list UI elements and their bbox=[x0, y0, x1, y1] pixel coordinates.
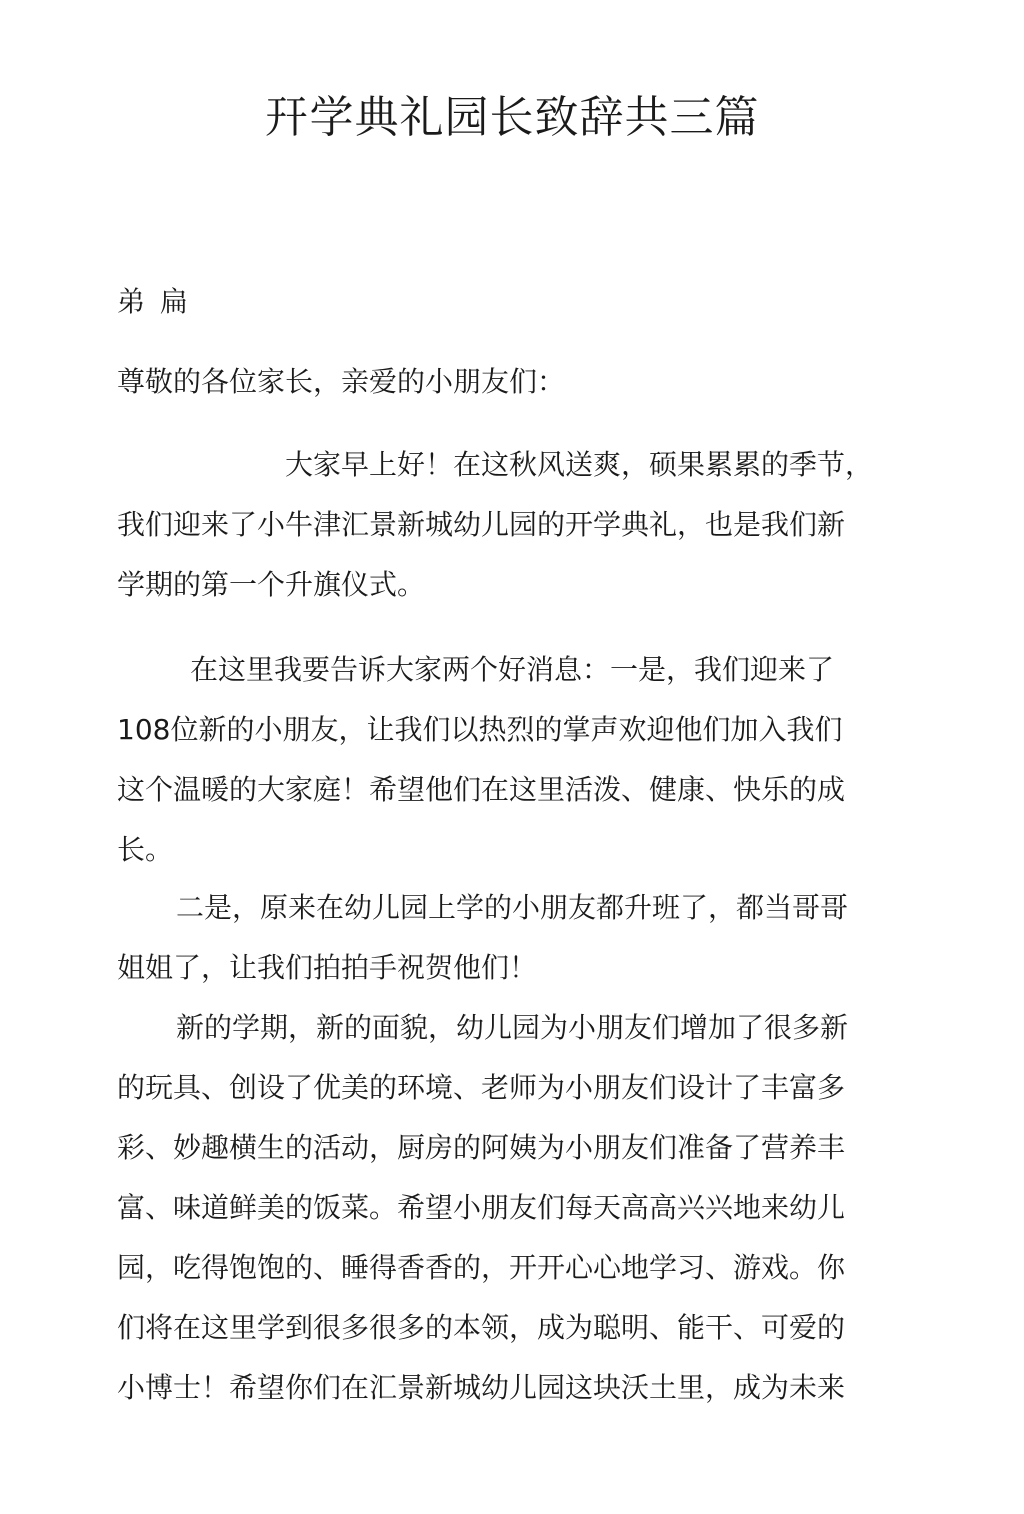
body-line: 长。 bbox=[117, 833, 174, 866]
document-title: 幵学典礼园长致辞共三篇 bbox=[264, 92, 760, 143]
body-line: 的玩具、创设了优美的环境、老师为小朋友们设计了丰富多 bbox=[117, 1071, 846, 1104]
salutation: 尊敬的各位家长，亲爱的小朋友们： bbox=[117, 365, 566, 398]
body-line: 二是，原来在幼儿园上学的小朋友都升班了，都当哥哥 bbox=[176, 891, 849, 924]
body-line: 富、味道鲜美的饭菜。希望小朋友们每天高高兴兴地来幼儿 bbox=[117, 1191, 846, 1224]
body-line: 新的学期，新的面貌，幼儿园为小朋友们增加了很多新 bbox=[176, 1011, 849, 1044]
body-line: 小博士！希望你们在汇景新城幼儿园这块沃土里，成为未来 bbox=[117, 1371, 846, 1404]
body-line: 108位新的小朋友，让我们以热烈的掌声欢迎他们加入我们 bbox=[117, 713, 843, 746]
section-label: 弟 扁 bbox=[117, 285, 188, 318]
body-line: 大家早上好！在这秋风送爽，硕果累累的季节， bbox=[285, 448, 874, 481]
body-line: 这个温暖的大家庭！希望他们在这里活泼、健康、快乐的成 bbox=[117, 773, 846, 806]
body-line: 在这里我要告诉大家两个好消息：一是，我们迎来了 bbox=[190, 653, 835, 686]
body-line: 园，吃得饱饱的、睡得香香的，开开心心地学习、游戏。你 bbox=[117, 1251, 846, 1284]
body-line: 我们迎来了小牛津汇景新城幼儿园的开学典礼，也是我们新 bbox=[117, 508, 846, 541]
body-line: 姐姐了，让我们拍拍手祝贺他们！ bbox=[117, 951, 538, 984]
body-line: 学期的第一个升旗仪式。 bbox=[117, 568, 426, 601]
body-line: 彩、妙趣横生的活动，厨房的阿姨为小朋友们准备了营养丰 bbox=[117, 1131, 846, 1164]
body-line: 们将在这里学到很多很多的本领，成为聪明、能干、可爱的 bbox=[117, 1311, 846, 1344]
